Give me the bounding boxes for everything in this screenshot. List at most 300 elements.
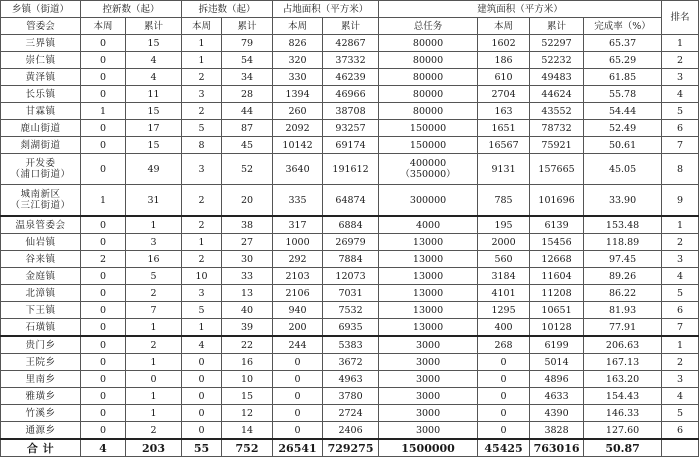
region-name-cell: 黄泽镇 [1,69,81,86]
jianzhu-week-cell: 0 [478,422,530,440]
rank-cell: 1 [662,336,699,354]
total-task-cell: 3000 [379,405,478,422]
table-row [1,371,699,388]
jianzhu-week-cell: 186 [478,52,530,69]
region-name-cell: 贵门乡 [1,336,81,354]
completion-rate-cell: 154.43 [584,388,662,405]
completion-rate-cell: 89.26 [584,268,662,285]
total-task-cell: 3000 [379,388,478,405]
header-cumulative: 累计 [126,18,182,35]
completion-rate-cell: 65.37 [584,35,662,52]
header-jianzhu: 建筑面积（平方米） [379,1,662,18]
chaiwei-week-cell: 2 [182,216,222,234]
jianzhu-week-cell: 1295 [478,302,530,319]
jianzhu-week-cell: 268 [478,336,530,354]
kongxin-cumulative-cell: 1 [126,319,182,337]
kongxin-cumulative-cell: 7 [126,302,182,319]
total-task-cell: 300000 [379,185,478,217]
region-name-cell: 温泉管委会 [1,216,81,234]
kongxin-cumulative-cell: 17 [126,120,182,137]
kongxin-cumulative-cell: 203 [126,439,182,457]
zhandi-week-cell: 320 [273,52,323,69]
chaiwei-week-cell: 0 [182,388,222,405]
header-cumulative: 累计 [323,18,379,35]
total-task-cell: 150000 [379,137,478,154]
completion-rate-cell: 146.33 [584,405,662,422]
completion-rate-cell: 65.29 [584,52,662,69]
completion-rate-cell: 86.22 [584,285,662,302]
zhandi-week-cell: 1394 [273,86,323,103]
region-name-cell: 王院乡 [1,354,81,371]
kongxin-week-cell: 1 [81,185,126,217]
header-kongxin: 控新数（起） [81,1,182,18]
total-task-cell: 3000 [379,422,478,440]
kongxin-week-cell: 0 [81,69,126,86]
zhandi-cumulative-cell: 7884 [323,251,379,268]
zhandi-cumulative-cell: 46966 [323,86,379,103]
kongxin-cumulative-cell: 3 [126,234,182,251]
completion-rate-cell: 153.48 [584,216,662,234]
region-name-cell: 鹿山街道 [1,120,81,137]
kongxin-week-cell: 2 [81,251,126,268]
table-row [1,268,699,285]
chaiwei-cumulative-cell: 13 [222,285,273,302]
kongxin-week-cell: 4 [81,439,126,457]
zhandi-week-cell: 244 [273,336,323,354]
chaiwei-cumulative-cell: 34 [222,69,273,86]
chaiwei-week-cell: 3 [182,285,222,302]
region-name-cell: 金庭镇 [1,268,81,285]
completion-rate-cell: 50.87 [584,439,662,457]
chaiwei-week-cell: 1 [182,319,222,337]
chaiwei-cumulative-cell: 54 [222,52,273,69]
chaiwei-cumulative-cell: 15 [222,388,273,405]
table-row [1,388,699,405]
rank-cell: 2 [662,52,699,69]
rank-cell: 6 [662,302,699,319]
region-name-cell: 崇仁镇 [1,52,81,69]
region-name-cell: 剡湖街道 [1,137,81,154]
chaiwei-week-cell: 55 [182,439,222,457]
table-row [1,302,699,319]
zhandi-cumulative-cell: 69174 [323,137,379,154]
kongxin-cumulative-cell: 1 [126,388,182,405]
jianzhu-cumulative-cell: 11208 [530,285,584,302]
total-task-cell: 13000 [379,268,478,285]
chaiwei-cumulative-cell: 28 [222,86,273,103]
kongxin-week-cell: 0 [81,268,126,285]
total-task-cell: 1500000 [379,439,478,457]
rank-cell: 3 [662,371,699,388]
table-row [1,234,699,251]
table-row [1,154,699,185]
jianzhu-week-cell: 1651 [478,120,530,137]
rank-cell: 7 [662,319,699,337]
kongxin-week-cell: 0 [81,336,126,354]
chaiwei-cumulative-cell: 33 [222,268,273,285]
jianzhu-cumulative-cell: 4896 [530,371,584,388]
chaiwei-cumulative-cell: 45 [222,137,273,154]
chaiwei-week-cell: 1 [182,35,222,52]
jianzhu-cumulative-cell: 10128 [530,319,584,337]
chaiwei-cumulative-cell: 16 [222,354,273,371]
chaiwei-week-cell: 5 [182,120,222,137]
completion-rate-cell: 45.05 [584,154,662,185]
region-name-cell [1,154,81,185]
kongxin-cumulative-cell: 4 [126,69,182,86]
jianzhu-cumulative-cell: 44624 [530,86,584,103]
zhandi-week-cell: 317 [273,216,323,234]
completion-rate-cell: 55.78 [584,86,662,103]
rank-cell: 4 [662,388,699,405]
kongxin-week-cell: 0 [81,371,126,388]
header-region-sub: 管委会 [1,18,81,35]
rank-cell: 5 [662,103,699,120]
kongxin-cumulative-cell: 2 [126,422,182,440]
total-task-cell: 13000 [379,251,478,268]
table-row [1,185,699,217]
total-task-cell: 4000 [379,216,478,234]
zhandi-week-cell: 2103 [273,268,323,285]
zhandi-week-cell: 2106 [273,285,323,302]
kongxin-cumulative-cell: 2 [126,336,182,354]
kongxin-cumulative-cell: 1 [126,405,182,422]
jianzhu-week-cell: 4101 [478,285,530,302]
rank-cell [662,439,699,457]
zhandi-week-cell: 0 [273,405,323,422]
zhandi-cumulative-cell: 4963 [323,371,379,388]
jianzhu-week-cell: 2000 [478,234,530,251]
total-task-cell: 13000 [379,302,478,319]
jianzhu-cumulative-cell: 4390 [530,405,584,422]
zhandi-cumulative-cell: 5383 [323,336,379,354]
kongxin-cumulative-cell: 31 [126,185,182,217]
jianzhu-week-cell: 610 [478,69,530,86]
total-task-line-2: （350000） [400,169,456,180]
kongxin-week-cell: 0 [81,234,126,251]
rank-cell: 4 [662,86,699,103]
region-name-cell: 北漳镇 [1,285,81,302]
completion-rate-cell: 77.91 [584,319,662,337]
chaiwei-cumulative-cell: 752 [222,439,273,457]
chaiwei-week-cell: 0 [182,405,222,422]
kongxin-week-cell: 0 [81,120,126,137]
chaiwei-week-cell: 3 [182,154,222,185]
kongxin-week-cell: 0 [81,137,126,154]
completion-rate-cell: 118.89 [584,234,662,251]
jianzhu-week-cell: 0 [478,388,530,405]
zhandi-cumulative-cell: 37332 [323,52,379,69]
jianzhu-cumulative-cell: 11604 [530,268,584,285]
jianzhu-cumulative-cell: 763016 [530,439,584,457]
jianzhu-week-cell: 2704 [478,86,530,103]
header-total-task: 总任务 [379,18,478,35]
chaiwei-cumulative-cell: 20 [222,185,273,217]
kongxin-cumulative-cell: 0 [126,371,182,388]
rank-cell: 3 [662,251,699,268]
chaiwei-cumulative-cell: 52 [222,154,273,185]
kongxin-cumulative-cell: 1 [126,354,182,371]
zhandi-cumulative-cell: 3780 [323,388,379,405]
zhandi-cumulative-cell: 7031 [323,285,379,302]
zhandi-week-cell: 260 [273,103,323,120]
zhandi-cumulative-cell: 7532 [323,302,379,319]
zhandi-cumulative-cell: 12073 [323,268,379,285]
jianzhu-cumulative-cell: 75921 [530,137,584,154]
zhandi-cumulative-cell: 46239 [323,69,379,86]
region-name-cell: 甘霖镇 [1,103,81,120]
chaiwei-cumulative-cell: 39 [222,319,273,337]
zhandi-cumulative-cell: 42867 [323,35,379,52]
jianzhu-week-cell: 0 [478,405,530,422]
jianzhu-cumulative-cell: 12668 [530,251,584,268]
jianzhu-cumulative-cell: 6199 [530,336,584,354]
header-week: 本周 [273,18,323,35]
header-completion: 完成率（%） [584,18,662,35]
zhandi-week-cell: 200 [273,319,323,337]
completion-rate-cell: 206.63 [584,336,662,354]
zhandi-cumulative-cell: 6884 [323,216,379,234]
region-name-cell: 雅璜乡 [1,388,81,405]
table-row [1,216,699,234]
zhandi-cumulative-cell: 38708 [323,103,379,120]
region-name-cell: 竹溪乡 [1,405,81,422]
total-task-cell: 3000 [379,336,478,354]
rank-cell: 4 [662,268,699,285]
kongxin-week-cell: 0 [81,154,126,185]
jianzhu-week-cell: 3184 [478,268,530,285]
region-name-line-2: （浦口街道） [10,169,71,180]
zhandi-cumulative-cell: 3672 [323,354,379,371]
region-name-cell: 里南乡 [1,371,81,388]
rank-cell: 6 [662,422,699,440]
kongxin-week-cell: 1 [81,103,126,120]
jianzhu-week-cell: 785 [478,185,530,217]
kongxin-cumulative-cell: 5 [126,268,182,285]
zhandi-cumulative-cell: 26979 [323,234,379,251]
completion-rate-cell: 127.60 [584,422,662,440]
zhandi-week-cell: 330 [273,69,323,86]
chaiwei-week-cell: 0 [182,354,222,371]
header-cumulative: 累计 [530,18,584,35]
kongxin-cumulative-cell: 49 [126,154,182,185]
total-task-cell: 80000 [379,69,478,86]
jianzhu-week-cell: 9131 [478,154,530,185]
region-name-cell: 下王镇 [1,302,81,319]
total-task-cell [379,154,478,185]
kongxin-week-cell: 0 [81,86,126,103]
completion-rate-cell: 163.20 [584,371,662,388]
completion-rate-cell: 81.93 [584,302,662,319]
total-task-cell: 13000 [379,285,478,302]
zhandi-week-cell: 826 [273,35,323,52]
jianzhu-week-cell: 1602 [478,35,530,52]
header-cumulative: 累计 [222,18,273,35]
rank-cell: 1 [662,35,699,52]
region-name-cell: 仙岩镇 [1,234,81,251]
table-row [1,35,699,52]
chaiwei-cumulative-cell: 87 [222,120,273,137]
completion-rate-cell: 52.49 [584,120,662,137]
jianzhu-week-cell: 560 [478,251,530,268]
kongxin-cumulative-cell: 2 [126,285,182,302]
zhandi-week-cell: 292 [273,251,323,268]
kongxin-cumulative-cell: 15 [126,35,182,52]
kongxin-week-cell: 0 [81,405,126,422]
jianzhu-cumulative-cell: 52232 [530,52,584,69]
total-task-cell: 13000 [379,319,478,337]
table-row [1,86,699,103]
kongxin-week-cell: 0 [81,52,126,69]
completion-rate-cell: 97.45 [584,251,662,268]
zhandi-week-cell: 0 [273,371,323,388]
jianzhu-week-cell: 0 [478,371,530,388]
zhandi-week-cell: 26541 [273,439,323,457]
rank-cell: 3 [662,69,699,86]
table-row [1,137,699,154]
zhandi-cumulative-cell: 64874 [323,185,379,217]
region-name-line-1: 城南新区 [20,189,61,200]
table-row [1,354,699,371]
kongxin-cumulative-cell: 11 [126,86,182,103]
chaiwei-week-cell: 1 [182,234,222,251]
region-name-cell [1,185,81,217]
chaiwei-cumulative-cell: 30 [222,251,273,268]
rank-cell: 2 [662,234,699,251]
chaiwei-week-cell: 2 [182,185,222,217]
region-name-cell: 长乐镇 [1,86,81,103]
chaiwei-week-cell: 1 [182,52,222,69]
header-zhandi: 占地面积（平方米） [273,1,379,18]
chaiwei-week-cell: 3 [182,86,222,103]
completion-rate-cell: 33.90 [584,185,662,217]
total-label-cell: 合 计 [1,439,81,457]
chaiwei-cumulative-cell: 79 [222,35,273,52]
table-row [1,285,699,302]
jianzhu-week-cell: 0 [478,354,530,371]
total-task-cell: 80000 [379,103,478,120]
jianzhu-cumulative-cell: 157665 [530,154,584,185]
rank-cell: 6 [662,120,699,137]
jianzhu-cumulative-cell: 49483 [530,69,584,86]
jianzhu-cumulative-cell: 6139 [530,216,584,234]
total-task-cell: 3000 [379,354,478,371]
total-task-cell: 80000 [379,86,478,103]
table-row [1,120,699,137]
zhandi-week-cell: 0 [273,388,323,405]
completion-rate-cell: 54.44 [584,103,662,120]
zhandi-week-cell: 335 [273,185,323,217]
kongxin-week-cell: 0 [81,285,126,302]
chaiwei-cumulative-cell: 40 [222,302,273,319]
chaiwei-week-cell: 10 [182,268,222,285]
chaiwei-cumulative-cell: 12 [222,405,273,422]
jianzhu-week-cell: 16567 [478,137,530,154]
completion-rate-cell: 167.13 [584,354,662,371]
jianzhu-cumulative-cell: 52297 [530,35,584,52]
kongxin-week-cell: 0 [81,319,126,337]
jianzhu-cumulative-cell: 4633 [530,388,584,405]
rank-cell: 5 [662,285,699,302]
chaiwei-week-cell: 5 [182,302,222,319]
table-row [1,319,699,337]
completion-rate-cell: 61.85 [584,69,662,86]
chaiwei-cumulative-cell: 44 [222,103,273,120]
total-task-line-1: 400000 [409,158,447,169]
jianzhu-cumulative-cell: 78732 [530,120,584,137]
kongxin-cumulative-cell: 16 [126,251,182,268]
chaiwei-cumulative-cell: 14 [222,422,273,440]
region-name-line-2: （三江街道） [10,200,71,211]
table-row [1,422,699,440]
chaiwei-week-cell: 2 [182,103,222,120]
chaiwei-week-cell: 2 [182,251,222,268]
jianzhu-week-cell: 195 [478,216,530,234]
chaiwei-week-cell: 8 [182,137,222,154]
jianzhu-week-cell: 400 [478,319,530,337]
header-week: 本周 [182,18,222,35]
chaiwei-week-cell: 2 [182,69,222,86]
jianzhu-cumulative-cell: 3828 [530,422,584,440]
chaiwei-cumulative-cell: 10 [222,371,273,388]
zhandi-cumulative-cell: 93257 [323,120,379,137]
rank-cell: 9 [662,185,699,217]
rank-cell: 1 [662,216,699,234]
rank-cell: 7 [662,137,699,154]
total-task-cell: 13000 [379,234,478,251]
table-row [1,103,699,120]
jianzhu-cumulative-cell: 101696 [530,185,584,217]
kongxin-week-cell: 0 [81,35,126,52]
table-body [1,35,699,457]
table-row [1,52,699,69]
region-name-cell: 通源乡 [1,422,81,440]
rank-cell: 8 [662,154,699,185]
chaiwei-week-cell: 0 [182,371,222,388]
jianzhu-week-cell: 45425 [478,439,530,457]
chaiwei-cumulative-cell: 38 [222,216,273,234]
total-task-cell: 150000 [379,120,478,137]
header-week: 本周 [478,18,530,35]
kongxin-cumulative-cell: 15 [126,103,182,120]
jianzhu-cumulative-cell: 15456 [530,234,584,251]
kongxin-week-cell: 0 [81,354,126,371]
kongxin-week-cell: 0 [81,216,126,234]
jianzhu-cumulative-cell: 10651 [530,302,584,319]
header-row-1 [1,1,699,18]
kongxin-week-cell: 0 [81,302,126,319]
zhandi-week-cell: 10142 [273,137,323,154]
kongxin-cumulative-cell: 15 [126,137,182,154]
region-name-cell: 三界镇 [1,35,81,52]
kongxin-cumulative-cell: 1 [126,216,182,234]
header-week: 本周 [81,18,126,35]
table-row [1,336,699,354]
region-name-cell: 石璜镇 [1,319,81,337]
zhandi-week-cell: 940 [273,302,323,319]
zhandi-cumulative-cell: 6935 [323,319,379,337]
table-row [1,69,699,86]
header-rank: 排名 [662,1,699,35]
kongxin-cumulative-cell: 4 [126,52,182,69]
completion-rate-cell: 50.61 [584,137,662,154]
jianzhu-week-cell: 163 [478,103,530,120]
zhandi-week-cell: 0 [273,422,323,440]
chaiwei-week-cell: 0 [182,422,222,440]
jianzhu-cumulative-cell: 43552 [530,103,584,120]
zhandi-week-cell: 1000 [273,234,323,251]
zhandi-week-cell: 2092 [273,120,323,137]
